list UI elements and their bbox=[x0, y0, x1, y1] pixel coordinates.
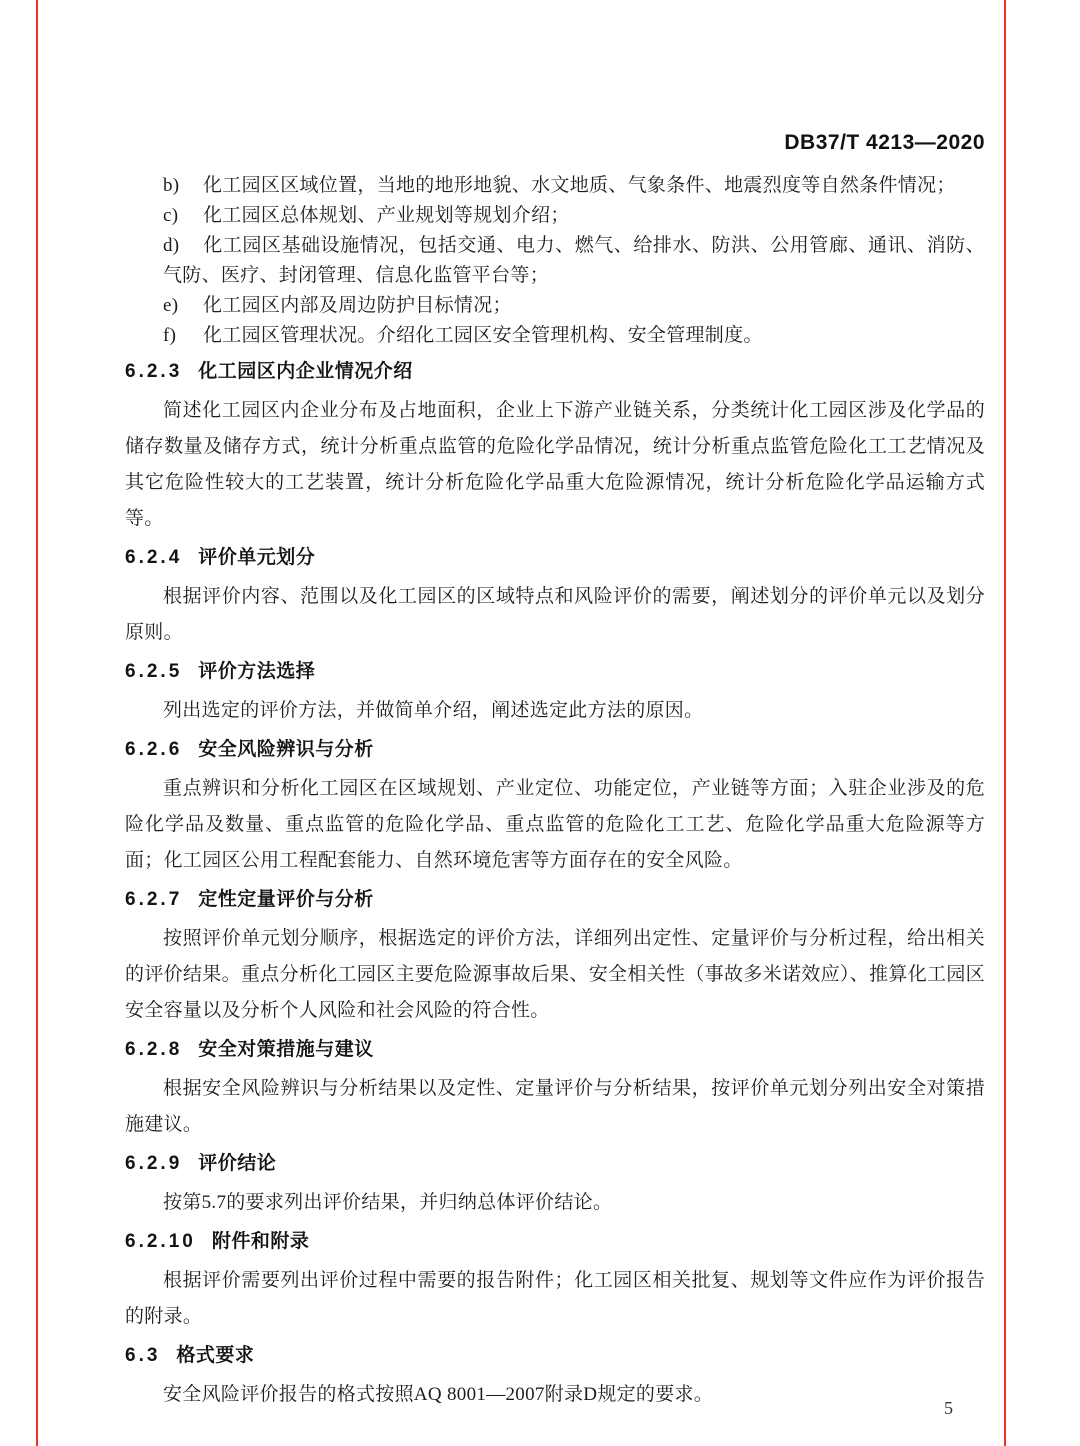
clause-item bbox=[163, 171, 985, 201]
section-heading bbox=[125, 359, 985, 385]
page-number: 5 bbox=[944, 1398, 953, 1418]
clause-item bbox=[163, 321, 985, 351]
section-number: 6.2.5 bbox=[125, 661, 183, 682]
clause-item bbox=[163, 231, 985, 291]
section-number: 6.3 bbox=[125, 1345, 161, 1366]
clause-text: 化工园区内部及周边防护目标情况； bbox=[203, 295, 512, 316]
section-number: 6.2.7 bbox=[125, 889, 183, 910]
clause-label: c) bbox=[163, 205, 179, 226]
section-heading bbox=[125, 659, 985, 685]
left-margin-rule bbox=[36, 0, 38, 1446]
section-title: 定性定量评价与分析 bbox=[198, 889, 374, 910]
section-title: 附件和附录 bbox=[211, 1231, 310, 1252]
sections-container bbox=[125, 359, 985, 1413]
right-margin-rule bbox=[1004, 0, 1006, 1446]
standard-number-header: DB37/T 4213—2020 bbox=[784, 131, 985, 154]
section-heading bbox=[125, 887, 985, 913]
section-paragraph: 按照评价单元划分顺序，根据选定的评价方法，详细列出定性、定量评价与分析过程，给出相关的评价结果。重点分析化工园区主要危险源事故后果、安全相关性（事故多米诺效应）、推算化工园区安全容量以及分析个人风险和社会风险的符合性。 bbox=[125, 928, 985, 1021]
section-title: 评价单元划分 bbox=[198, 547, 316, 568]
section-title: 格式要求 bbox=[176, 1345, 255, 1366]
section-heading bbox=[125, 1037, 985, 1063]
section-title: 安全风险辨识与分析 bbox=[198, 739, 374, 760]
clause-label: d) bbox=[163, 235, 180, 256]
clause-text: 化工园区管理状况。介绍化工园区安全管理机构、安全管理制度。 bbox=[203, 325, 763, 346]
section-paragraph: 根据评价内容、范围以及化工园区的区域特点和风险评价的需要，阐述划分的评价单元以及划分原则。 bbox=[125, 586, 985, 643]
section-number: 6.2.8 bbox=[125, 1039, 183, 1060]
section-paragraph: 根据安全风险辨识与分析结果以及定性、定量评价与分析结果，按评价单元划分列出安全对策措施建议。 bbox=[125, 1078, 985, 1135]
section-heading bbox=[125, 1229, 985, 1255]
section-paragraph: 按第5.7的要求列出评价结果，并归纳总体评价结论。 bbox=[163, 1192, 613, 1213]
clause-item bbox=[163, 291, 985, 321]
section-paragraph: 列出选定的评价方法，并做简单介绍，阐述选定此方法的原因。 bbox=[163, 700, 704, 721]
section-title: 评价方法选择 bbox=[198, 661, 316, 682]
clause-item bbox=[163, 201, 985, 231]
section-paragraph: 根据评价需要列出评价过程中需要的报告附件；化工园区相关批复、规划等文件应作为评价报告的附录。 bbox=[125, 1270, 985, 1327]
clause-label: e) bbox=[163, 295, 179, 316]
section-number: 6.2.4 bbox=[125, 547, 183, 568]
clause-list bbox=[125, 171, 985, 351]
clause-text: 化工园区区域位置，当地的地形地貌、水文地质、气象条件、地震烈度等自然条件情况； bbox=[203, 175, 956, 196]
section-heading bbox=[125, 1151, 985, 1177]
clause-text: 化工园区基础设施情况，包括交通、电力、燃气、给排水、防洪、公用管廊、通讯、消防、气防、医疗、封闭管理、信息化监管平台等； bbox=[163, 235, 985, 286]
section-number: 6.2.10 bbox=[125, 1231, 196, 1252]
clause-label: f) bbox=[163, 325, 177, 346]
clause-label: b) bbox=[163, 175, 180, 196]
section-title: 评价结论 bbox=[198, 1153, 277, 1174]
section-heading bbox=[125, 737, 985, 763]
section-heading bbox=[125, 1343, 985, 1369]
section-number: 6.2.3 bbox=[125, 361, 183, 382]
section-paragraph: 安全风险评价报告的格式按照AQ 8001—2007附录D规定的要求。 bbox=[163, 1384, 714, 1405]
document-content bbox=[125, 0, 985, 1413]
section-title: 安全对策措施与建议 bbox=[198, 1039, 374, 1060]
section-number: 6.2.9 bbox=[125, 1153, 183, 1174]
clause-text: 化工园区总体规划、产业规划等规划介绍； bbox=[203, 205, 570, 226]
section-paragraph: 重点辨识和分析化工园区在区域规划、产业定位、功能定位，产业链等方面；入驻企业涉及的危险化学品及数量、重点监管的危险化学品、重点监管的危险化工工艺、危险化学品重大危险源等方面；化工园区公用工程配套能力、自然环境危害等方面存在的安全风险。 bbox=[125, 778, 985, 871]
section-paragraph: 简述化工园区内企业分布及占地面积，企业上下游产业链关系，分类统计化工园区涉及化学品的储存数量及储存方式，统计分析重点监管的危险化学品情况，统计分析重点监管危险化工工艺情况及其它危险性较大的工艺装置，统计分析危险化学品重大危险源情况，统计分析危险化学品运输方式等。 bbox=[125, 400, 985, 529]
section-title: 化工园区内企业情况介绍 bbox=[198, 361, 413, 382]
section-heading bbox=[125, 545, 985, 571]
section-number: 6.2.6 bbox=[125, 739, 183, 760]
